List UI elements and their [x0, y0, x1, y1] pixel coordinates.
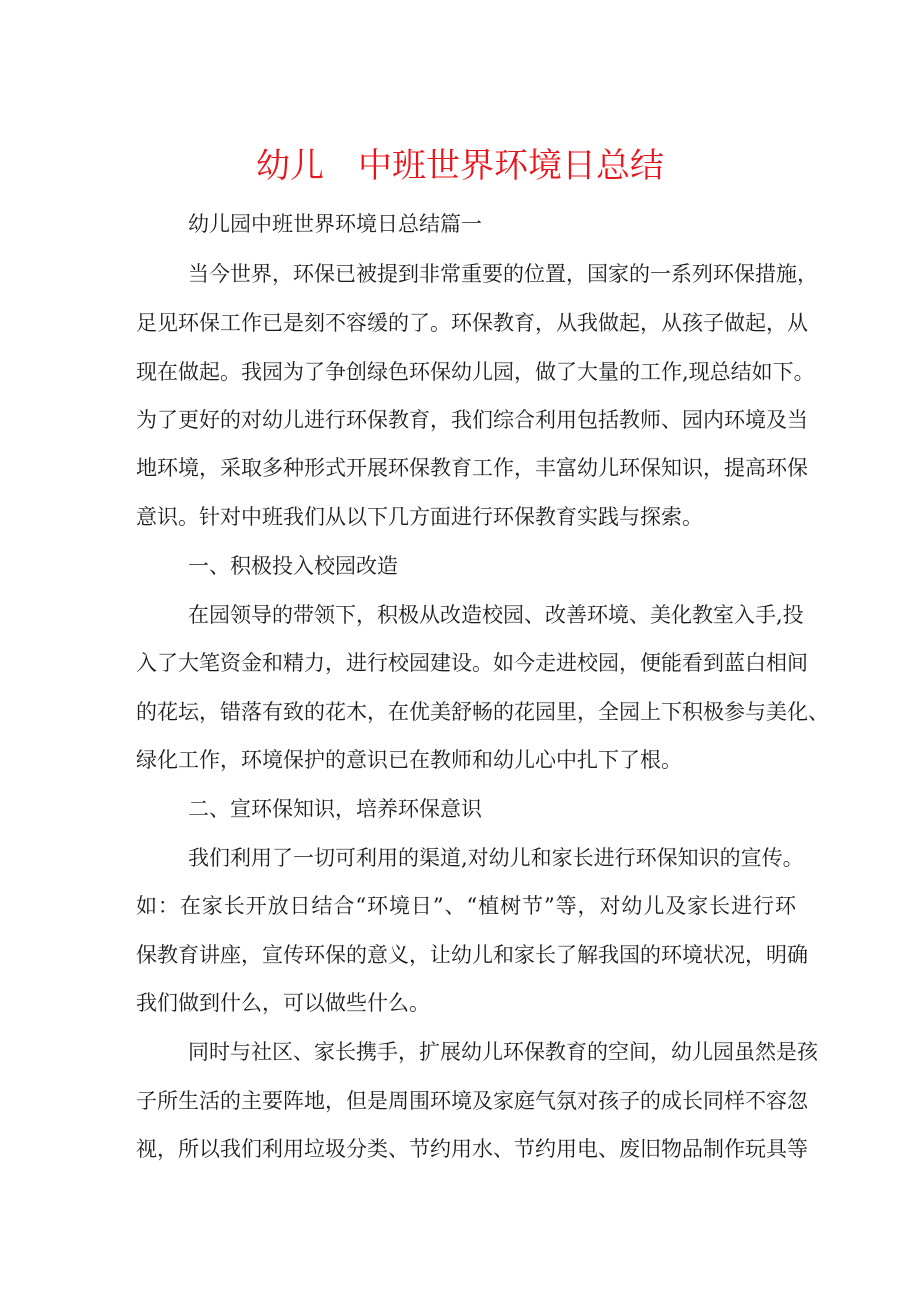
- paragraph-line: 足见环保工作已是刻不容缓的了。环保教育，从我做起，从孩子做起，从: [136, 311, 808, 335]
- paragraph-line: 现在做起。我园为了争创绿色环保幼儿园，做了大量的工作,现总结如下。: [136, 360, 815, 384]
- paragraph-line: 我们做到什么，可以做些什么。: [136, 991, 430, 1015]
- paragraph-line: 入了大笔资金和精力，进行校园建设。如今走进校园，便能看到蓝白相间: [136, 651, 808, 675]
- paragraph-line: 在园领导的带领下，积极从改造校园、改善环境、美化教室入手,投: [188, 603, 804, 627]
- paragraph-line: 的花坛，错落有致的花木，在优美舒畅的花园里，全园上下积极参与美化、: [136, 700, 829, 724]
- title-part-1: 幼儿: [256, 146, 324, 186]
- paragraph-line: 同时与社区、家长携手，扩展幼儿环保教育的空间，幼儿园虽然是孩: [188, 1040, 818, 1064]
- paragraph-line: 意识。针对中班我们从以下几方面进行环保教育实践与探索。: [136, 505, 703, 529]
- title-part-2: 中班世界环境日总结: [358, 146, 664, 186]
- paragraph-line: 子所生活的主要阵地，但是周围环境及家庭气氛对孩子的成长同样不容忽: [136, 1089, 808, 1113]
- section-heading: 一、积极投入校园改造: [188, 554, 398, 578]
- section-heading: 二、宣环保知识，培养环保意识: [188, 797, 482, 821]
- paragraph-line: 当今世界，环保已被提到非常重要的位置，国家的一系列环保措施，: [188, 262, 818, 286]
- paragraph-line: 绿化工作，环境保护的意识已在教师和幼儿心中扎下了根。: [136, 748, 682, 772]
- paragraph-line: 地环境，采取多种形式开展环保教育工作，丰富幼儿环保知识，提高环保: [136, 456, 808, 480]
- paragraph-line: 视，所以我们利用垃圾分类、节约用水、节约用电、废旧物品制作玩具等: [136, 1137, 808, 1161]
- paragraph-line: 如：在家长开放日结合“环境日”、“植树节”等，对幼儿及家长进行环: [136, 894, 796, 918]
- paragraph-line: 保教育讲座，宣传环保的意义，让幼儿和家长了解我国的环境状况，明确: [136, 943, 808, 967]
- document-title: [0, 142, 920, 190]
- paragraph-line: 为了更好的对幼儿进行环保教育，我们综合利用包括教师、园内环境及当: [136, 408, 808, 432]
- subtitle: 幼儿园中班世界环境日总结篇一: [188, 212, 482, 236]
- paragraph-line: 我们利用了一切可利用的渠道,对幼儿和家长进行环保知识的宣传。: [188, 846, 804, 870]
